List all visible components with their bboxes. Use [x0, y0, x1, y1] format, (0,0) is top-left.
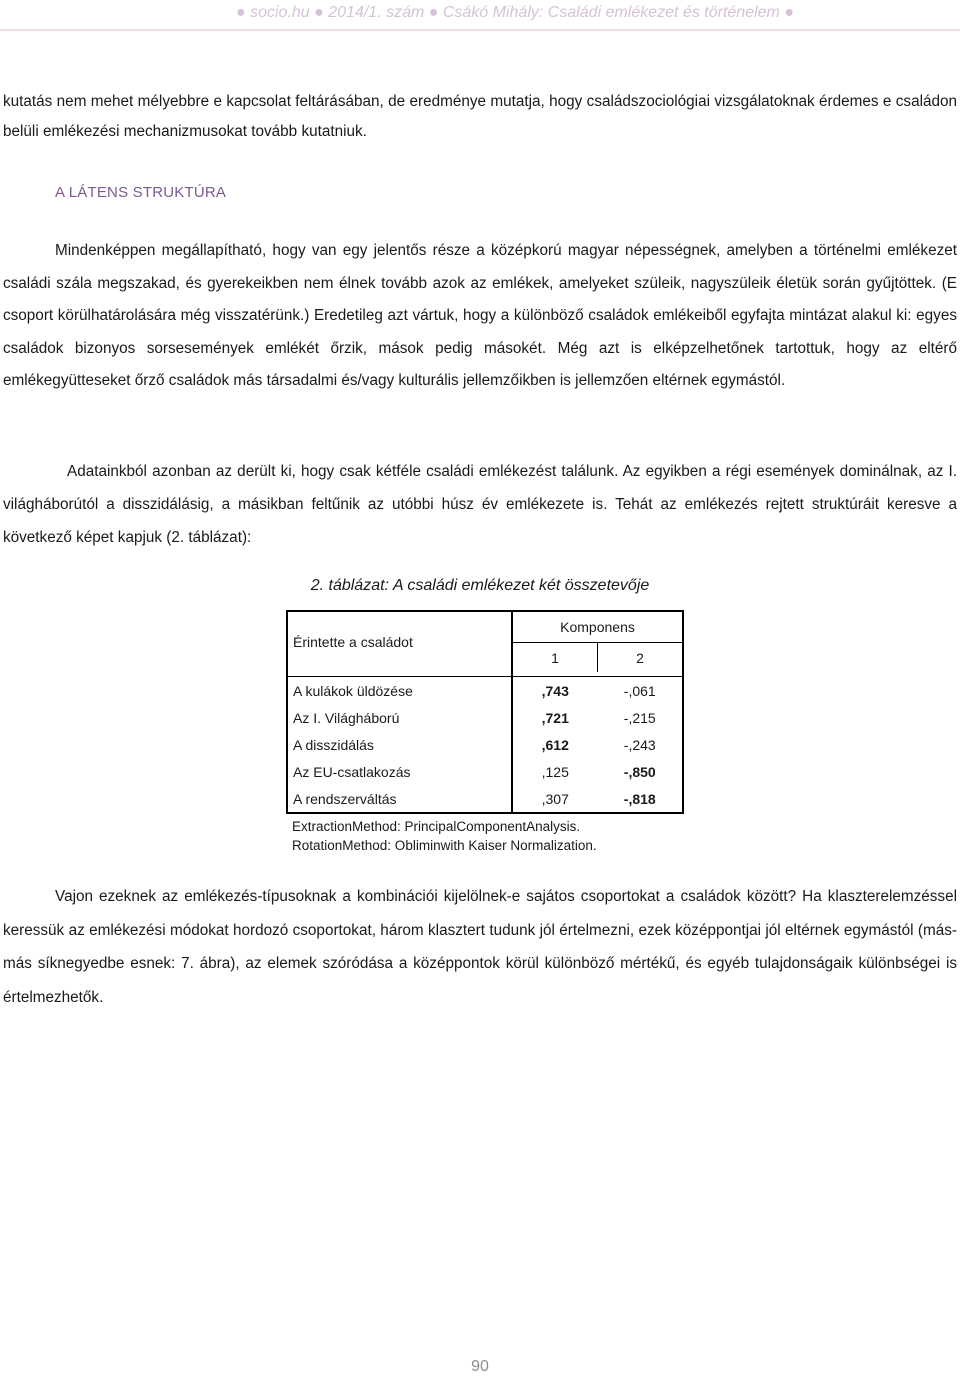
table-footnote: [292, 817, 597, 855]
table-cell: ,743: [512, 677, 598, 705]
running-header: ● socio.hu ● 2014/1. szám ● Csákó Mihály: Családi emlékezet és történelem ●: [235, 4, 794, 21]
table-row: [287, 758, 683, 785]
table-col-header-1: 1: [512, 643, 598, 673]
table-cell: ,125: [512, 758, 598, 785]
table-cell: ,721: [512, 704, 598, 731]
table-cell: -,215: [598, 704, 684, 731]
component-table: [286, 610, 684, 814]
table-cell: -,818: [598, 785, 684, 813]
table-row: [287, 731, 683, 758]
body-paragraph-1: Mindenképpen megállapítható, hogy van egy jelentős része a középkorú magyar népességnek, amelyben a történelmi emlékezet családi szála megszakad, és gyerekeikben nem élnek tovább azok az emlékek, amelyeket szüleik, nagyszüleik életük során gyűjtöttek. (E csoport körülhatárolására még visszatérünk.) Eredetileg azt vártuk, hogy a különböző családok emlékeiből egyfajta mintázat alakul ki: egyes családok bizonyos sorsesemények emlékét őrzik, mások pedig másokét. Még azt is elképzelhetőnek tartottuk, hogy az eltérő emlékegyütteseket őrző családok más társadalmi és/vagy kulturális jellemzőikben is jellemzően eltérnek egymástól.: [3, 242, 957, 390]
table-cell: -,061: [598, 677, 684, 705]
table-cell: -,850: [598, 758, 684, 785]
table-row-header: Érintette a családot: [287, 611, 512, 672]
body-paragraph-3: Vajon ezeknek az emlékezés-típusoknak a kombinációi kijelölnek-e sajátos csoportokat a családok között? Ha klaszterelemzéssel keressük az emlékezési módokat hordozó csoportokat, három klasztert tudunk jól értelmezni, ezek középpontjai jól eltérnek egymástól (más-más síknegyedbe esnek: 7. ábra), az elemek szóródása a középpontok körül különböző mértékű, és egyéb tulajdonságaik különbségei is értelmezhetők.: [3, 888, 957, 1006]
body-paragraph-2: Adatainkból azonban az derült ki, hogy csak kétféle családi emlékezést találunk. Az egyikben a régi események dominálnak, az I. világháborútól a disszidálásig, a másikban feltűnik az utóbbi húsz év emlékezete is. Tehát az emlékezés rejtett struktúráit keresve a következő képet kapjuk (2. táblázat):: [3, 463, 957, 546]
footnote-rotation: RotationMethod: Obliminwith Kaiser Normalization.: [292, 838, 597, 853]
table-cell: ,307: [512, 785, 598, 813]
header-divider: [0, 29, 960, 31]
table-col-header-2: 2: [598, 643, 684, 673]
table-row-label: A kulákok üldözése: [287, 677, 512, 705]
table-row: [287, 785, 683, 813]
table-group-header: Komponens: [512, 611, 683, 643]
table-row-label: Az I. Világháború: [287, 704, 512, 731]
section-heading: A LÁTENS STRUKTÚRA: [55, 184, 227, 201]
intro-paragraph: kutatás nem mehet mélyebbre e kapcsolat feltárásában, de eredménye mutatja, hogy családszociológiai vizsgálatoknak érdemes e családon belüli emlékezési mechanizmusokat tovább kutatniuk.: [3, 93, 957, 140]
footnote-extraction: ExtractionMethod: PrincipalComponentAnalysis.: [292, 819, 581, 834]
table-row: [287, 704, 683, 731]
table-cell: -,243: [598, 731, 684, 758]
table-row-label: A disszidálás: [287, 731, 512, 758]
table-row: [287, 677, 683, 705]
table-caption: 2. táblázat: A családi emlékezet két összetevője: [310, 577, 650, 594]
table-row-label: A rendszerváltás: [287, 785, 512, 813]
table-row-label: Az EU-csatlakozás: [287, 758, 512, 785]
table-cell: ,612: [512, 731, 598, 758]
page-header: [0, 0, 960, 30]
page-number: 90: [471, 1358, 489, 1375]
